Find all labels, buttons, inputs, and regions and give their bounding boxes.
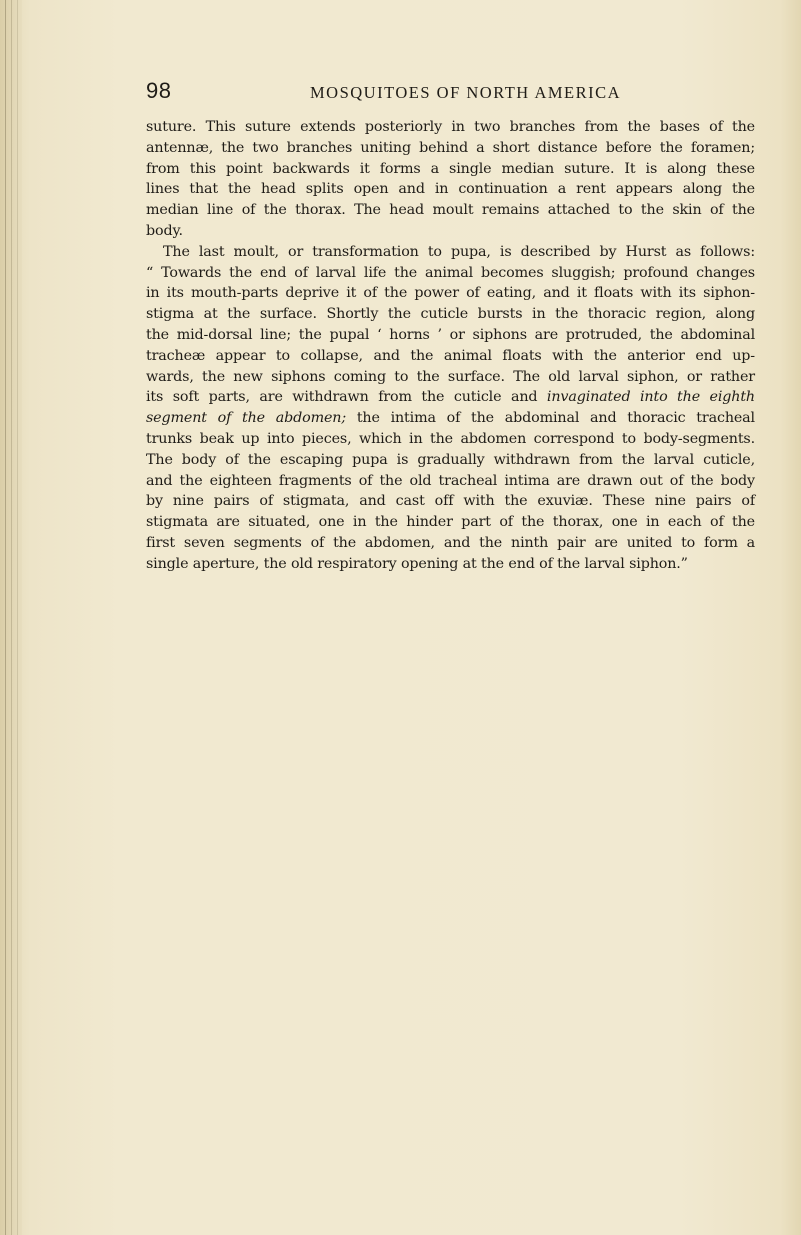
page-edge-line [5,0,6,1235]
text-line: body. [146,222,183,239]
text-line: first seven segments of the abdomen, and the ninth pair are united to form a [146,534,755,551]
text-line: lines that the head splits open and in continuation a rent appears along the [146,181,755,198]
text-line: The body of the escaping pupa is gradually withdrawn from the larval cuticle, [146,451,755,468]
text-line: wards, the new siphons coming to the surface. The old larval siphon, or rather [146,368,755,385]
page-edge-line [11,0,12,1235]
text-line: tracheæ appear to collapse, and the animal floats with the anterior end up- [146,347,755,364]
text-line: single aperture, the old respiratory opening at the end of the larval siphon.” [146,555,688,572]
text-line: by nine pairs of stigmata, and cast off with the exuviæ. These nine pairs of [146,493,755,510]
body-text [146,117,755,575]
text-line: antennæ, the two branches uniting behind a short distance before the foramen; [146,139,755,156]
text-line: “ Towards the end of larval life the animal becomes sluggish; profound changes [146,264,755,281]
page-edge-line [17,0,18,1235]
text-segment: the intima of the abdominal and thoracic tracheal [356,410,755,427]
text-line: in its mouth-parts deprive it of the power of eating, and it floats with its siphon- [146,285,755,302]
text-line: median line of the thorax. The head moult remains attached to the skin of the [146,202,755,219]
text-line: The last moult, or transformation to pupa, is described by Hurst as follows: [163,243,755,260]
text-segment: its soft parts, are withdrawn from the cuticle and [146,389,538,406]
page-number: 98 [146,78,172,103]
text-line: the mid-dorsal line; the pupal ‘ horns ’ or siphons are protruded, the abdominal [146,326,755,343]
italic-phrase: segment of the abdomen; [146,410,347,427]
text-line: suture. This suture extends posteriorly in two branches from the bases of the [146,119,755,135]
text-line: stigmata are situated, one in the hinder part of the thorax, one in each of the [146,514,755,531]
text-line: and the eighteen fragments of the old tracheal intima are drawn out of the body [146,472,755,489]
running-head: MOSQUITOES OF NORTH AMERICA [310,83,622,102]
text-line: trunks beak up into pieces, which in the abdomen correspond to body-segments. [146,430,755,447]
italic-phrase: invaginated into the eighth [546,389,755,406]
text-line-mixed [146,408,755,429]
page-header [146,78,666,108]
text-line: from this point backwards it forms a single median suture. It is along these [146,160,755,177]
text-line-mixed [146,387,755,408]
text-line: stigma at the surface. Shortly the cuticle bursts in the thoracic region, along [146,306,755,323]
